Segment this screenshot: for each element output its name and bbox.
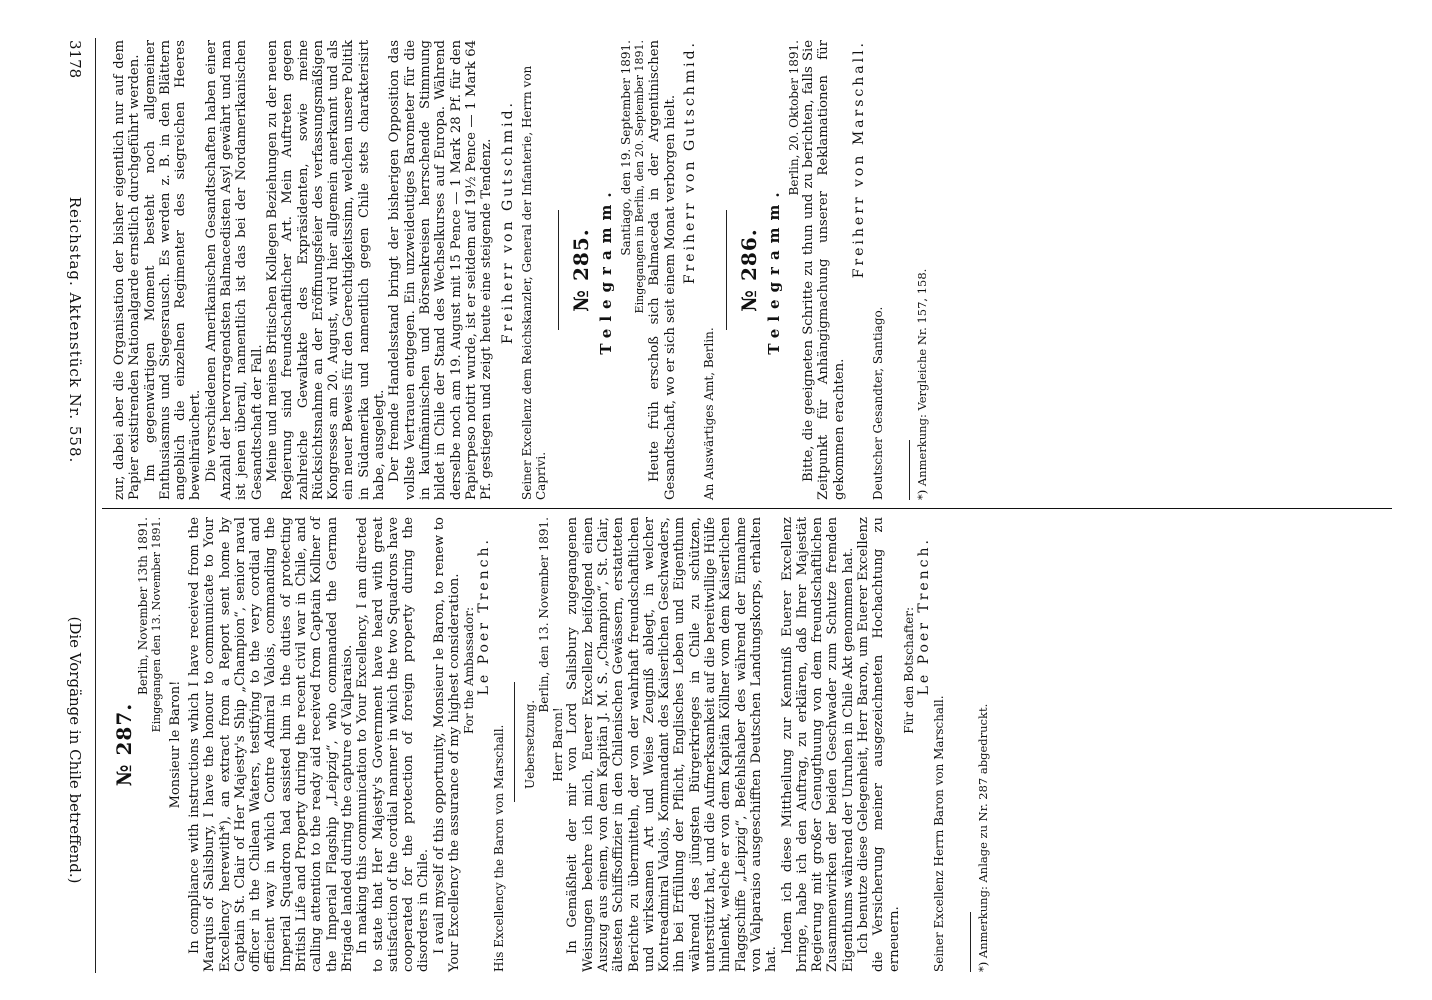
right-column — [112, 517, 990, 972]
page-header-right: (Die Vorgänge in Chile betreffend.) — [66, 616, 84, 884]
footnote: *) Anmerkung: Vergleiche Nr. 157, 158. — [914, 268, 929, 500]
paragraph: Der fremde Handelsstand bringt der bisherigen Opposition das vollste Vertrauen entgegen. Ein unzweideutiges Barometer für die in kaufmännischen und Börsenkreisen herrschende Stimmung bildet in Chile der Stand des Wechselkurses auf Europa. Während derselbe noch am 19. August mit 15 Pence — 1 Mark 28 Pf. für den Papierpeso notirt wurde, ist er seitdem auf 19½ Pence — 1 Mark 64 Pf. gestiegen und zeigt heute eine steigende Tendenz. — [387, 40, 495, 500]
for-ambassador: Für den Botschafter: — [901, 607, 916, 734]
addressee: Seiner Excellenz Herrn Baron von Marschall. — [931, 695, 946, 972]
paragraph: Heute früh erschoß sich Balmaceda in der Argentinischen Gesandtschaft, wo er sich seit einem Monat verborgen hielt. — [647, 40, 678, 500]
document-number: № 286. — [737, 228, 762, 312]
paragraph: In making this communication to Your Excellency, I am directed to state that Her Majesty's Government have heard with great satisfaction of the cordial manner in which the two Squadrons have cooperated for the protection of foreign property during the disorders in Chile. — [355, 517, 432, 972]
addressee: An Auswärtiges Amt, Berlin. — [702, 327, 717, 500]
received-date: Eingegangen den 13. November 1891. — [150, 517, 163, 733]
divider — [514, 682, 515, 802]
place-date: Berlin, November 13th 1891. — [136, 517, 150, 695]
addressee: Deutscher Gesandter, Santiago. — [870, 306, 885, 500]
signature: Freiherr von Marschall. — [850, 40, 867, 279]
place-date: Santiago, den 19. September 1891. — [619, 40, 634, 256]
place-date: Berlin, den 13. November 1891. — [537, 517, 552, 713]
translation-heading: Uebersetzung. — [523, 699, 538, 790]
for-ambassador: For the Ambassador: — [462, 607, 477, 734]
paragraph: In Gemäßheit der mir von Lord Salisbury zugegangenen Weisungen beehre ich mich, Euerer Excellenz beifolgend einen Auszug aus einem, von dem Kapitän J. M. S. „Champion“, St. Clair, ältesten Schiffsoffizier in den Chilenischen Gewässern, erstatteten Berichte zu übermitteln, der von der wahrhaft freundschaftlichen und wirksamen Art und Weise Zeugniß ablegt, in welcher Kontreadmiral Valois, Kommandant des Kaiserlichen Geschwaders, ihn bei Erfüllung der Pflicht, Englisches Leben und Eigenthum während des jüngsten Bürgerkrieges in Chile zu schützen, unterstützt hat, und die Aufmerksamkeit auf die bereitwillige Hülfe hinlenkt, welche er von dem Kapitän Köllner vom dem Kaiserlichen Flaggschiffe „Leipzig“, Befehlshaber des während der Einnahme von Valparaiso ausgeschifften Deutschen Landungskorps, erhalten hat. — [565, 517, 780, 972]
paragraph: I avail myself of this opportunity, Monsieur le Baron, to renew to Your Excellency the assurance of my highest consideration. — [431, 517, 463, 972]
header-rule — [95, 38, 96, 973]
footnote-rule — [909, 440, 910, 500]
left-column — [112, 40, 929, 500]
paragraph: Indem ich diese Mittheilung zur Kenntniß Euerer Excellenz bringe, habe ich den Auftrag, zu erklären, daß Ihrer Majestät Regierung mit großer Genugthuung von dem freundschaftlichen Zusammenwirken der beiden Geschwader zum Schutze fremden Eigenthums während der Unruhen in Chile Akt genommen hat. — [779, 517, 856, 972]
salutation: Herr Baron! — [551, 707, 566, 782]
salutation: Monsieur le Baron! — [168, 680, 183, 809]
divider — [558, 210, 559, 330]
telegram-heading: Telegramm. — [765, 185, 784, 355]
received-date: Eingegangen in Berlin, den 20. September 1891. — [633, 40, 647, 314]
telegram-heading: Telegramm. — [597, 185, 616, 355]
page-header-left: Reichstag. Aktenstück Nr. 558. — [66, 196, 84, 464]
signature: Freiherr von Gutschmid. — [682, 40, 699, 285]
paragraph: zur, dabei aber die Organisation der bisher eigentlich nur auf dem Papier existirenden Nationalgarde ernstlich durchgeführt werden. — [112, 40, 143, 500]
footnote-rule — [970, 912, 971, 972]
signature: Le Poer Trench. — [915, 537, 932, 696]
document-number: № 287. — [112, 702, 136, 787]
paragraph: Meine und meines Britischen Kollegen Beziehungen zu der neuen Regierung sind freundschaftlicher Art. Mein Auftreten gegen zahlreiche Gewaltakte des Expräsidenten, sowie meine Rücksichtsnahme an der Eröffnungsfeier des verfassungsmäßigen Kongresses am 20. August, wird hier allgemein anerkannt und als ein neuer Beweis für den Gerechtigkeitssinn, welchen unsere Politik in Südamerika und namentlich gegen Chile stets charakterisirt habe, ausgelegt. — [264, 40, 388, 500]
paragraph: Die verschiedenen Amerikanischen Gesandtschaften haben einer Anzahl der hervorragendsten Balmacedisten Asyl gewährt und man ist jenen überall, namentlich ist das bei der Nordamerikanischen Gesandtschaft der Fall. — [203, 40, 265, 500]
page-number: 3178 — [66, 40, 84, 79]
document-number: № 285. — [569, 228, 594, 312]
paragraph: Im gegenwärtigen Moment besteht noch allgemeiner Enthusiasmus und Siegesrausch. Es werden z. B. in den Blättern angeblich die einzelnen Regimenter des siegreichen Heeres beweihräuchert. — [142, 40, 204, 500]
divider — [726, 210, 727, 330]
paragraph: Bitte, die geeigneten Schritte zu thun und zu berichten, falls Sie Zeitpunkt für Anhängigmachung unserer Reklamationen für gekommen erachten. — [801, 40, 847, 500]
paragraph: Ich benutze diese Gelegenheit, Herr Baron, um Euerer Excellenz die Versicherung meiner ausgezeichneten Hochachtung zu erneuern. — [855, 517, 902, 972]
addressee: His Excellency the Baron von Marschall. — [492, 724, 507, 972]
footnote: *) Anmerkung: Anlage zu Nr. 287 abgedruckt. — [975, 703, 990, 972]
place-date: Berlin, 20. Oktober 1891. — [787, 40, 802, 196]
addressee: Seiner Excellenz dem Reichskanzler, General der Infanterie, Herrn von Caprivi. — [520, 65, 549, 500]
signature: Le Poer Trench. — [476, 537, 493, 696]
signature: Freiherr von Gutschmid. — [500, 100, 517, 345]
column-divider — [102, 508, 1392, 509]
paragraph: In compliance with instructions which I have received from the Marquis of Salisbury, I have the honour to communicate to Your Excellency herewith*), an extract from a Report sent home by Captain St. Clair of Her Majesty's Ship „Champion“, senior naval officer in the Chilean Waters, testifying to the very cordial and efficient way in which Contre Admiral Valois, commanding the Imperial Squadron had assisted him in the duties of protecting British Life and Property during the recent civil war in Chile, and calling attention to the ready aid received from Captain Kollner of the Imperial Flagship „Leipzig“, who commanded the German Brigade landed during the capture of Valparaiso. — [187, 517, 355, 972]
